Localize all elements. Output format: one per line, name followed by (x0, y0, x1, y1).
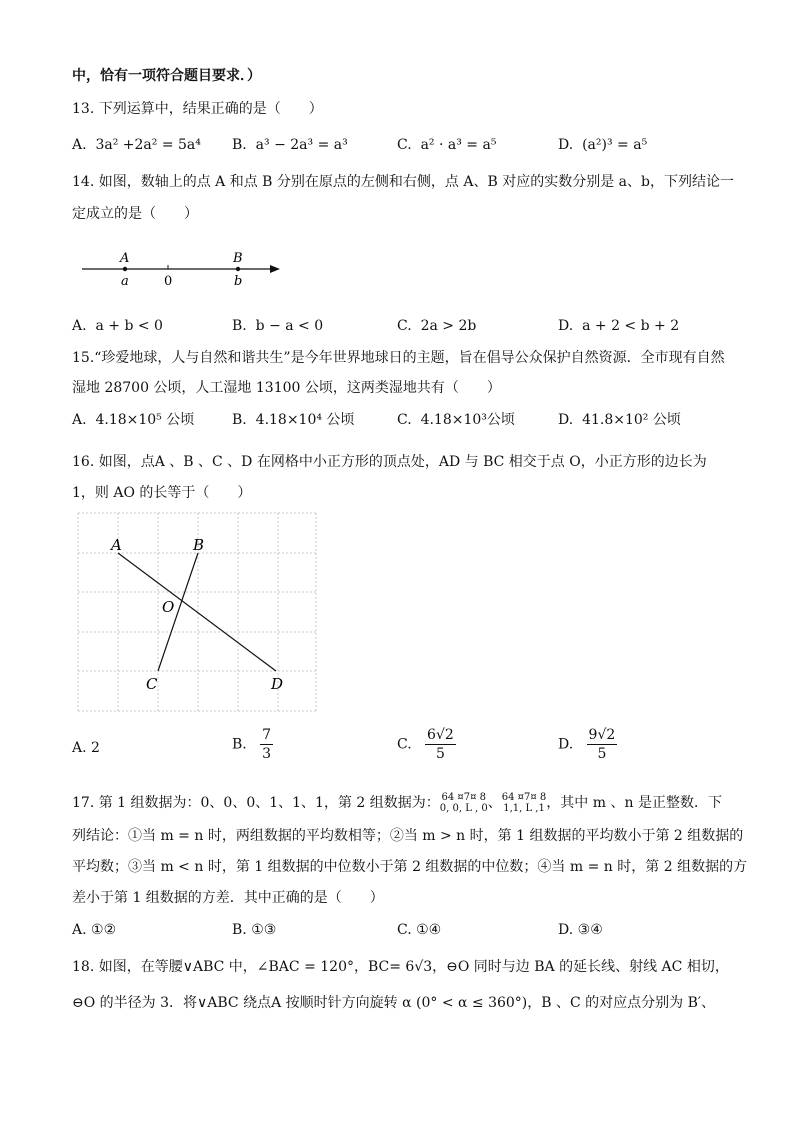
label-d: D (271, 675, 284, 693)
q16-stem-line2: 1，则 AO 的长等于（ ） (72, 485, 252, 501)
q17-stem-line1: 17. 第 1 组数据为：0、0、0、1、1、1，第 2 组数据为： 64 ¤7¤ 8 0, 0, L , 0 、 64 ¤7¤ 8 1,1, L ,1 ，其中 m 、n 是正整数．下 (72, 792, 722, 814)
label-o: O (162, 598, 175, 616)
label-c: C (146, 675, 158, 693)
q16-stem-line1: 16. 如图，点A 、B 、C 、D 在网格中小正方形的顶点处，AD 与 BC 相交于点 O，小正方形的边长为 (72, 454, 707, 470)
q17-option-b[interactable]: B. ①③ (232, 922, 277, 938)
number-line-figure (70, 240, 300, 300)
q14-option-c[interactable]: C. 2a > 2b (397, 318, 477, 334)
point-b-dot (236, 267, 240, 271)
segment-ad (118, 553, 276, 671)
q17-stem-line2: 列结论：①当 m = n 时，两组数据的平均数相等；②当 m > n 时，第 1 组数据的平均数小于第 2 组数据的 (72, 828, 744, 844)
point-a-label: A (120, 251, 130, 266)
q13-option-a[interactable]: A. 3a² +2a² = 5a⁴ (72, 137, 201, 153)
q15-option-b[interactable]: B. 4.18×10⁴ 公顷 (232, 412, 355, 428)
q15-stem-line1: 15.“珍爱地球，人与自然和谐共生”是今年世界地球日的主题，旨在倡导公众保护自然资源．全市现有自然 (72, 350, 725, 366)
dataset-2-zeros: 64 ¤7¤ 8 0, 0, L , 0 (439, 792, 488, 814)
dataset-2-ones: 64 ¤7¤ 8 1,1, L ,1 (501, 792, 547, 814)
section-header: 中，恰有一项符合题目要求．） (72, 68, 261, 84)
q13-stem: 13. 下列运算中，结果正确的是（ ） (72, 101, 323, 117)
q18-stem-line2: ⊖O 的半径为 3．将∨ABC 绕点A 按顺时针方向旋转 α (0° < α ≤ 360°)，B 、C 的对应点分别为 B′、 (72, 995, 716, 1011)
q14-option-b[interactable]: B. b − a < 0 (232, 318, 324, 334)
q14-stem-line2: 定成立的是（ ） (72, 206, 198, 222)
grid-figure (76, 511, 320, 713)
q14-option-a[interactable]: A. a + b < 0 (72, 318, 163, 334)
fraction: $\frac{6√2}{5}$ (427, 727, 454, 762)
q13-option-c[interactable]: C. a² · a³ = a⁵ (397, 137, 497, 153)
value-a-label: a (121, 274, 129, 289)
q15-option-c[interactable]: C. 4.18×10³公顷 (397, 412, 515, 428)
q14-stem-line1: 14. 如图，数轴上的点 A 和点 B 分别在原点的左侧和右侧，点 A、B 对应的实数分别是 a、b，下列结论一 (72, 174, 734, 190)
fraction: $\frac{9√2}{5}$ (588, 727, 616, 762)
point-b-label: B (233, 251, 243, 266)
q17-stem-line4: 差小于第 1 组数据的方差．其中正确的是（ ） (72, 890, 384, 906)
q17-option-a[interactable]: A. ①② (72, 922, 117, 938)
q15-option-d[interactable]: D. 41.8×10² 公顷 (558, 412, 681, 428)
q16-option-a[interactable]: A. 2 (72, 740, 100, 756)
label-b: B (193, 536, 205, 554)
q13-option-d[interactable]: D. (a²)³ = a⁵ (558, 137, 648, 153)
q16-option-b[interactable]: B. $\frac{7}{3}$ (232, 727, 272, 762)
q14-option-d[interactable]: D. a + 2 < b + 2 (558, 318, 680, 334)
q15-stem-line2: 湿地 28700 公顷，人工湿地 13100 公顷，这两类湿地共有（ ） (72, 380, 501, 396)
q13-option-b[interactable]: B. a³ − 2a³ = a³ (232, 137, 348, 153)
fraction: $\frac{7}{3}$ (262, 727, 272, 762)
q17-option-c[interactable]: C. ①④ (397, 922, 442, 938)
point-a-dot (123, 267, 127, 271)
q17-option-d[interactable]: D. ③④ (558, 922, 603, 938)
q16-option-c[interactable]: C. $\frac{6√2}{5}$ (397, 727, 454, 762)
number-line-arrow (270, 265, 280, 273)
q16-option-d[interactable]: D. $\frac{9√2}{5}$ (558, 727, 616, 762)
q18-stem-line1: 18. 如图，在等腰∨ABC 中，∠BAC = 120°，BC= 6√3，⊖O 同时与边 BA 的延长线、射线 AC 相切， (72, 959, 729, 975)
q15-option-a[interactable]: A. 4.18×10⁵ 公顷 (72, 412, 195, 428)
q17-stem-line3: 平均数；③当 m < n 时，第 1 组数据的中位数小于第 2 组数据的中位数；④当 m = n 时，第 2 组数据的方 (72, 859, 748, 875)
origin-label: 0 (164, 274, 173, 289)
label-a: A (111, 536, 122, 554)
value-b-label: b (234, 274, 243, 289)
